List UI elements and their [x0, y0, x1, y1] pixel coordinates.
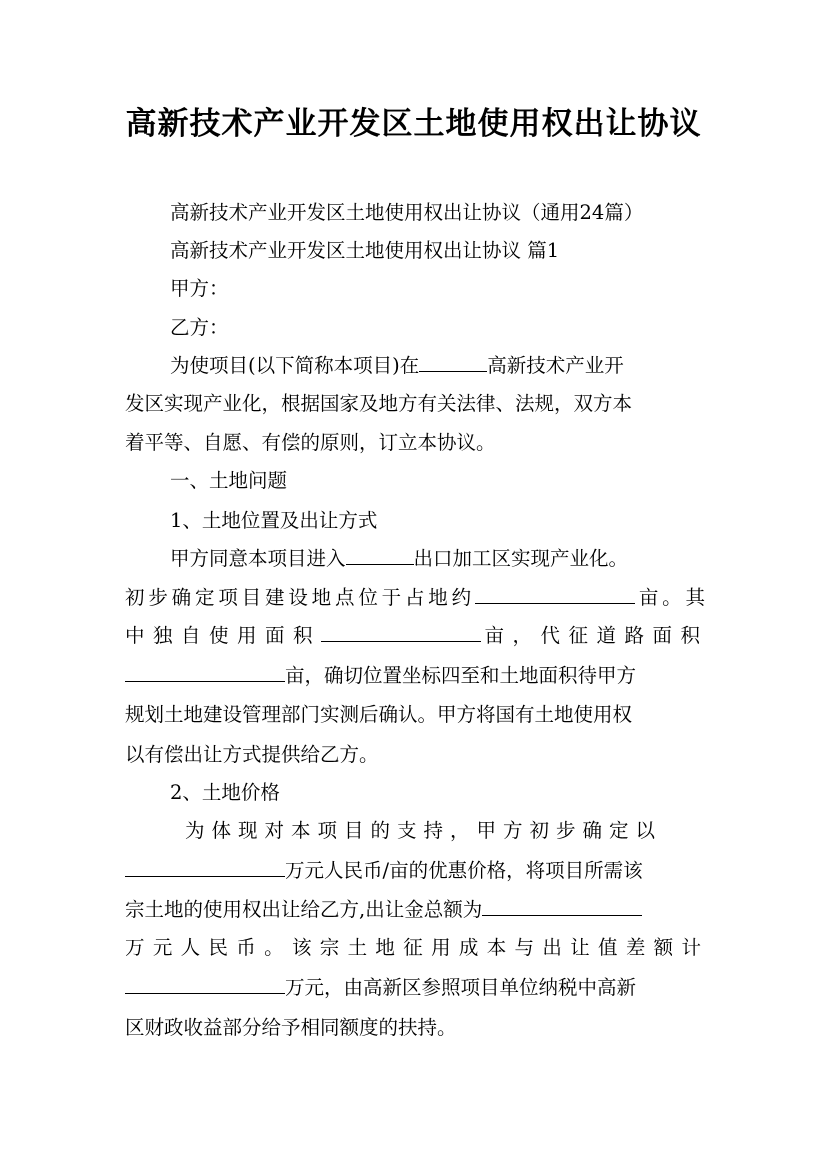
- text-fragment: 宗土地的使用权出让给乙方,出让金总额为: [125, 898, 483, 921]
- subtitle-line: 高新技术产业开发区土地使用权出让协议（通用24篇）: [170, 201, 644, 224]
- paragraph-line: [125, 853, 705, 889]
- text-fragment: 万元，由高新区参照项目单位纳税中高新: [285, 976, 637, 999]
- fill-blank: [125, 659, 285, 682]
- document-title: 高新技术产业开发区土地使用权出让协议: [125, 106, 702, 142]
- fill-blank: [419, 349, 487, 372]
- fill-blank: [125, 971, 285, 994]
- paragraph-line: 着平等、自愿、有偿的原则，订立本协议。: [125, 431, 496, 454]
- paragraph-line: [125, 892, 705, 928]
- party-a-label: 甲方：: [170, 277, 229, 300]
- fill-blank: [125, 854, 285, 877]
- text-fragment: 亩。其: [634, 586, 705, 609]
- text-fragment: 亩，代征道路面积: [481, 624, 705, 647]
- text-fragment: 出口加工区实现产业化。: [413, 547, 629, 570]
- text-fragment: 中独自使用面积: [125, 624, 321, 647]
- article-heading: 一、土地问题: [170, 469, 288, 492]
- paragraph-line: 为体现对本项目的支持，甲方初步确定以: [185, 819, 663, 842]
- text-fragment: 甲方同意本项目进入: [170, 547, 346, 570]
- text-fragment: 亩，确切位置坐标四至和土地面积待甲方: [285, 664, 637, 687]
- paragraph-line: [125, 970, 705, 1006]
- fill-blank: [321, 619, 481, 642]
- paragraph-line: 区财政收益部分给予相同额度的扶持。: [125, 1016, 457, 1039]
- paragraph-line: 以有偿出让方式提供给乙方。: [125, 743, 379, 766]
- paragraph-line: [125, 580, 705, 616]
- paragraph-line: [125, 618, 705, 654]
- clause-heading: 2、土地价格: [170, 781, 280, 804]
- text-fragment: 万元人民币/亩的优惠价格，将项目所需该: [285, 859, 643, 882]
- paragraph-line: 规划土地建设管理部门实测后确认。甲方将国有土地使用权: [125, 703, 633, 726]
- paragraph-line: [170, 348, 710, 384]
- paragraph-line: [125, 658, 705, 694]
- paragraph-line: 发区实现产业化，根据国家及地方有关法律、法规，双方本: [125, 392, 633, 415]
- fill-blank: [346, 542, 414, 565]
- paragraph-line: [170, 541, 710, 577]
- fill-blank: [475, 581, 635, 604]
- text-fragment: 初步确定项目建设地点位于占地约: [125, 586, 475, 609]
- text-fragment: 高新技术产业开: [487, 354, 624, 377]
- fill-blank: [482, 893, 642, 916]
- clause-heading: 1、土地位置及出让方式: [170, 509, 378, 532]
- paragraph-line: 万元人民币。该宗土地征用成本与出让值差额计: [125, 936, 705, 959]
- section-heading: 高新技术产业开发区土地使用权出让协议 篇1: [170, 239, 560, 262]
- party-b-label: 乙方：: [170, 316, 229, 339]
- text-fragment: 为使项目(以下简称本项目)在: [170, 354, 420, 377]
